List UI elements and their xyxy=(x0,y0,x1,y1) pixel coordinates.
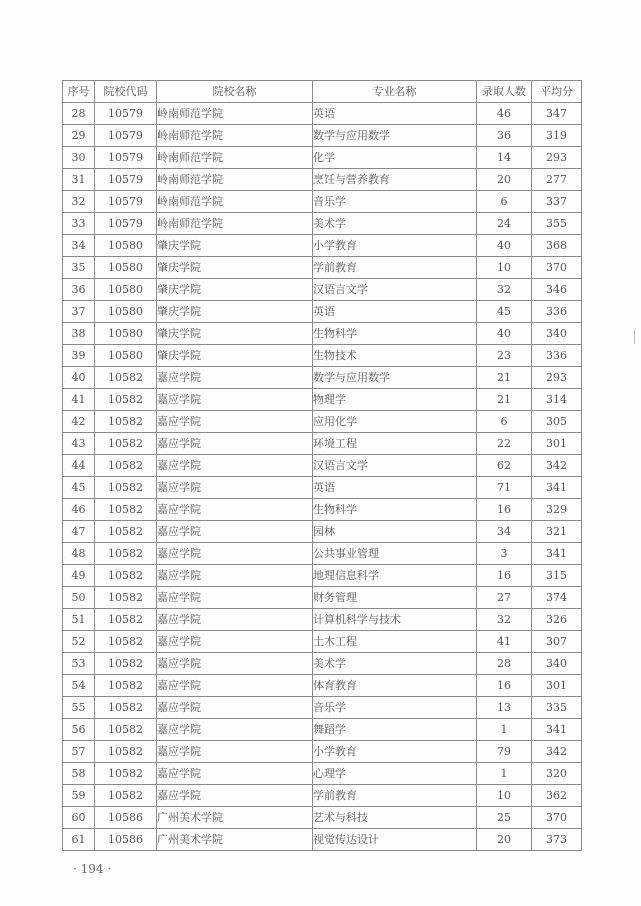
table-row xyxy=(63,455,582,477)
cell-major-name: 学前教育 xyxy=(313,785,477,807)
cell-index: 30 xyxy=(63,147,95,169)
cell-major-name: 生物科学 xyxy=(313,323,477,345)
table-row xyxy=(63,565,582,587)
table-row xyxy=(63,675,582,697)
cell-school-code: 10582 xyxy=(95,499,157,521)
table-row xyxy=(63,169,582,191)
cell-admitted-count: 71 xyxy=(477,477,532,499)
table-row xyxy=(63,719,582,741)
cell-school-code: 10579 xyxy=(95,103,157,125)
cell-admitted-count: 32 xyxy=(477,609,532,631)
cell-index: 39 xyxy=(63,345,95,367)
cell-major-name: 音乐学 xyxy=(313,191,477,213)
header-school-code: 院校代码 xyxy=(95,81,157,103)
cell-major-name: 英语 xyxy=(313,301,477,323)
cell-average-score: 336 xyxy=(532,301,582,323)
header-school-name: 院校名称 xyxy=(157,81,313,103)
cell-admitted-count: 16 xyxy=(477,675,532,697)
cell-index: 36 xyxy=(63,279,95,301)
cell-average-score: 293 xyxy=(532,147,582,169)
cell-admitted-count: 24 xyxy=(477,213,532,235)
cell-school-code: 10582 xyxy=(95,455,157,477)
header-major-name: 专业名称 xyxy=(313,81,477,103)
cell-school-code: 10582 xyxy=(95,609,157,631)
cell-average-score: 315 xyxy=(532,565,582,587)
cell-major-name: 生物技术 xyxy=(313,345,477,367)
cell-school-code: 10582 xyxy=(95,565,157,587)
cell-school-code: 10580 xyxy=(95,323,157,345)
cell-school-code: 10579 xyxy=(95,213,157,235)
cell-index: 48 xyxy=(63,543,95,565)
table-row xyxy=(63,411,582,433)
cell-admitted-count: 40 xyxy=(477,323,532,345)
cell-school-name: 嘉应学院 xyxy=(157,719,313,741)
cell-admitted-count: 20 xyxy=(477,169,532,191)
cell-admitted-count: 6 xyxy=(477,411,532,433)
cell-average-score: 301 xyxy=(532,675,582,697)
cell-major-name: 应用化学 xyxy=(313,411,477,433)
cell-index: 58 xyxy=(63,763,95,785)
cell-school-name: 广州美术学院 xyxy=(157,807,313,829)
cell-school-name: 嘉应学院 xyxy=(157,653,313,675)
cell-school-code: 10586 xyxy=(95,807,157,829)
cell-index: 42 xyxy=(63,411,95,433)
cell-school-name: 嘉应学院 xyxy=(157,587,313,609)
cell-major-name: 视觉传达设计 xyxy=(313,829,477,851)
cell-average-score: 321 xyxy=(532,521,582,543)
cell-major-name: 土木工程 xyxy=(313,631,477,653)
cell-school-code: 10582 xyxy=(95,587,157,609)
cell-school-name: 嘉应学院 xyxy=(157,477,313,499)
cell-index: 55 xyxy=(63,697,95,719)
table-row xyxy=(63,103,582,125)
table-row xyxy=(63,631,582,653)
margin-mark xyxy=(634,330,635,344)
table-row xyxy=(63,543,582,565)
cell-average-score: 370 xyxy=(532,257,582,279)
cell-major-name: 英语 xyxy=(313,477,477,499)
cell-admitted-count: 21 xyxy=(477,367,532,389)
cell-index: 45 xyxy=(63,477,95,499)
cell-index: 46 xyxy=(63,499,95,521)
cell-school-name: 嘉应学院 xyxy=(157,367,313,389)
cell-index: 44 xyxy=(63,455,95,477)
page-number: · 194 · xyxy=(73,862,112,876)
admission-table xyxy=(62,80,582,851)
cell-index: 31 xyxy=(63,169,95,191)
cell-admitted-count: 20 xyxy=(477,829,532,851)
cell-average-score: 340 xyxy=(532,323,582,345)
cell-school-name: 岭南师范学院 xyxy=(157,125,313,147)
cell-school-code: 10580 xyxy=(95,279,157,301)
cell-school-code: 10582 xyxy=(95,389,157,411)
cell-school-code: 10580 xyxy=(95,301,157,323)
cell-average-score: 335 xyxy=(532,697,582,719)
cell-average-score: 307 xyxy=(532,631,582,653)
table-row xyxy=(63,807,582,829)
cell-school-name: 嘉应学院 xyxy=(157,609,313,631)
cell-index: 38 xyxy=(63,323,95,345)
cell-major-name: 烹饪与营养教育 xyxy=(313,169,477,191)
cell-major-name: 计算机科学与技术 xyxy=(313,609,477,631)
cell-major-name: 地理信息科学 xyxy=(313,565,477,587)
cell-school-name: 嘉应学院 xyxy=(157,785,313,807)
cell-index: 35 xyxy=(63,257,95,279)
cell-index: 52 xyxy=(63,631,95,653)
cell-major-name: 数学与应用数学 xyxy=(313,125,477,147)
cell-school-code: 10582 xyxy=(95,719,157,741)
cell-index: 41 xyxy=(63,389,95,411)
cell-major-name: 美术学 xyxy=(313,213,477,235)
cell-index: 43 xyxy=(63,433,95,455)
table-row xyxy=(63,697,582,719)
cell-school-name: 岭南师范学院 xyxy=(157,103,313,125)
cell-admitted-count: 14 xyxy=(477,147,532,169)
cell-school-code: 10579 xyxy=(95,169,157,191)
table-row xyxy=(63,609,582,631)
cell-school-name: 嘉应学院 xyxy=(157,433,313,455)
cell-school-name: 肇庆学院 xyxy=(157,279,313,301)
cell-major-name: 小学教育 xyxy=(313,741,477,763)
cell-school-code: 10582 xyxy=(95,433,157,455)
cell-major-name: 化学 xyxy=(313,147,477,169)
cell-school-code: 10582 xyxy=(95,477,157,499)
cell-school-name: 嘉应学院 xyxy=(157,675,313,697)
cell-average-score: 319 xyxy=(532,125,582,147)
cell-school-name: 嘉应学院 xyxy=(157,389,313,411)
cell-school-code: 10582 xyxy=(95,697,157,719)
cell-average-score: 368 xyxy=(532,235,582,257)
table-row xyxy=(63,257,582,279)
cell-major-name: 汉语言文学 xyxy=(313,455,477,477)
cell-school-code: 10582 xyxy=(95,367,157,389)
cell-index: 54 xyxy=(63,675,95,697)
cell-school-name: 嘉应学院 xyxy=(157,763,313,785)
cell-index: 32 xyxy=(63,191,95,213)
cell-admitted-count: 1 xyxy=(477,719,532,741)
cell-admitted-count: 23 xyxy=(477,345,532,367)
cell-index: 56 xyxy=(63,719,95,741)
cell-school-name: 广州美术学院 xyxy=(157,829,313,851)
cell-index: 34 xyxy=(63,235,95,257)
cell-school-name: 肇庆学院 xyxy=(157,301,313,323)
cell-school-name: 嘉应学院 xyxy=(157,521,313,543)
cell-school-name: 岭南师范学院 xyxy=(157,147,313,169)
cell-major-name: 公共事业管理 xyxy=(313,543,477,565)
cell-major-name: 艺术与科技 xyxy=(313,807,477,829)
cell-school-code: 10582 xyxy=(95,741,157,763)
cell-index: 59 xyxy=(63,785,95,807)
table-row xyxy=(63,433,582,455)
cell-school-code: 10582 xyxy=(95,631,157,653)
cell-index: 57 xyxy=(63,741,95,763)
cell-school-name: 肇庆学院 xyxy=(157,345,313,367)
cell-school-name: 嘉应学院 xyxy=(157,411,313,433)
cell-school-name: 岭南师范学院 xyxy=(157,169,313,191)
table-row xyxy=(63,213,582,235)
header-admitted-count: 录取人数 xyxy=(477,81,532,103)
table-row xyxy=(63,653,582,675)
cell-school-name: 嘉应学院 xyxy=(157,565,313,587)
cell-admitted-count: 46 xyxy=(477,103,532,125)
cell-average-score: 277 xyxy=(532,169,582,191)
cell-school-name: 嘉应学院 xyxy=(157,543,313,565)
cell-admitted-count: 6 xyxy=(477,191,532,213)
cell-average-score: 340 xyxy=(532,653,582,675)
cell-average-score: 347 xyxy=(532,103,582,125)
table-row xyxy=(63,587,582,609)
cell-admitted-count: 16 xyxy=(477,565,532,587)
cell-school-code: 10579 xyxy=(95,125,157,147)
table-header-row xyxy=(63,81,582,103)
cell-average-score: 373 xyxy=(532,829,582,851)
cell-school-code: 10580 xyxy=(95,345,157,367)
cell-average-score: 370 xyxy=(532,807,582,829)
cell-average-score: 293 xyxy=(532,367,582,389)
cell-major-name: 心理学 xyxy=(313,763,477,785)
cell-index: 61 xyxy=(63,829,95,851)
cell-admitted-count: 13 xyxy=(477,697,532,719)
header-average-score: 平均分 xyxy=(532,81,582,103)
cell-index: 37 xyxy=(63,301,95,323)
cell-school-name: 嘉应学院 xyxy=(157,697,313,719)
table-row xyxy=(63,367,582,389)
cell-average-score: 301 xyxy=(532,433,582,455)
cell-major-name: 音乐学 xyxy=(313,697,477,719)
table-row xyxy=(63,147,582,169)
cell-admitted-count: 25 xyxy=(477,807,532,829)
cell-average-score: 341 xyxy=(532,719,582,741)
cell-admitted-count: 32 xyxy=(477,279,532,301)
cell-admitted-count: 62 xyxy=(477,455,532,477)
cell-index: 51 xyxy=(63,609,95,631)
cell-major-name: 数学与应用数学 xyxy=(313,367,477,389)
cell-average-score: 320 xyxy=(532,763,582,785)
cell-major-name: 学前教育 xyxy=(313,257,477,279)
cell-admitted-count: 10 xyxy=(477,257,532,279)
cell-admitted-count: 3 xyxy=(477,543,532,565)
cell-average-score: 346 xyxy=(532,279,582,301)
cell-admitted-count: 79 xyxy=(477,741,532,763)
cell-school-code: 10582 xyxy=(95,675,157,697)
cell-school-code: 10582 xyxy=(95,543,157,565)
cell-admitted-count: 10 xyxy=(477,785,532,807)
cell-school-name: 肇庆学院 xyxy=(157,323,313,345)
cell-school-code: 10580 xyxy=(95,257,157,279)
table-row xyxy=(63,521,582,543)
cell-school-name: 岭南师范学院 xyxy=(157,213,313,235)
cell-average-score: 336 xyxy=(532,345,582,367)
table-row xyxy=(63,499,582,521)
cell-major-name: 体育教育 xyxy=(313,675,477,697)
cell-school-code: 10582 xyxy=(95,653,157,675)
table-row xyxy=(63,345,582,367)
cell-school-name: 嘉应学院 xyxy=(157,741,313,763)
cell-school-name: 岭南师范学院 xyxy=(157,191,313,213)
cell-major-name: 舞蹈学 xyxy=(313,719,477,741)
cell-major-name: 环境工程 xyxy=(313,433,477,455)
table-row xyxy=(63,191,582,213)
cell-major-name: 汉语言文学 xyxy=(313,279,477,301)
cell-average-score: 314 xyxy=(532,389,582,411)
cell-admitted-count: 16 xyxy=(477,499,532,521)
cell-major-name: 英语 xyxy=(313,103,477,125)
cell-average-score: 355 xyxy=(532,213,582,235)
cell-school-name: 嘉应学院 xyxy=(157,499,313,521)
table-row xyxy=(63,741,582,763)
table-row xyxy=(63,785,582,807)
cell-index: 60 xyxy=(63,807,95,829)
table-row xyxy=(63,477,582,499)
cell-school-name: 肇庆学院 xyxy=(157,257,313,279)
header-index: 序号 xyxy=(63,81,95,103)
cell-major-name: 生物科学 xyxy=(313,499,477,521)
cell-school-code: 10582 xyxy=(95,411,157,433)
cell-index: 49 xyxy=(63,565,95,587)
cell-major-name: 财务管理 xyxy=(313,587,477,609)
cell-admitted-count: 21 xyxy=(477,389,532,411)
cell-index: 28 xyxy=(63,103,95,125)
cell-admitted-count: 36 xyxy=(477,125,532,147)
cell-admitted-count: 1 xyxy=(477,763,532,785)
cell-admitted-count: 34 xyxy=(477,521,532,543)
cell-index: 53 xyxy=(63,653,95,675)
cell-admitted-count: 45 xyxy=(477,301,532,323)
cell-index: 47 xyxy=(63,521,95,543)
cell-major-name: 物理学 xyxy=(313,389,477,411)
cell-index: 33 xyxy=(63,213,95,235)
cell-average-score: 341 xyxy=(532,543,582,565)
cell-school-code: 10586 xyxy=(95,829,157,851)
cell-average-score: 329 xyxy=(532,499,582,521)
table-row xyxy=(63,389,582,411)
cell-admitted-count: 28 xyxy=(477,653,532,675)
cell-major-name: 园林 xyxy=(313,521,477,543)
cell-average-score: 342 xyxy=(532,741,582,763)
table-row xyxy=(63,235,582,257)
cell-average-score: 337 xyxy=(532,191,582,213)
table-row xyxy=(63,279,582,301)
cell-average-score: 342 xyxy=(532,455,582,477)
cell-school-code: 10582 xyxy=(95,763,157,785)
table-row xyxy=(63,301,582,323)
cell-school-name: 嘉应学院 xyxy=(157,455,313,477)
cell-school-code: 10582 xyxy=(95,521,157,543)
cell-index: 29 xyxy=(63,125,95,147)
table-row xyxy=(63,763,582,785)
cell-average-score: 341 xyxy=(532,477,582,499)
cell-admitted-count: 41 xyxy=(477,631,532,653)
cell-average-score: 305 xyxy=(532,411,582,433)
cell-school-name: 嘉应学院 xyxy=(157,631,313,653)
cell-school-code: 10582 xyxy=(95,785,157,807)
table-row xyxy=(63,829,582,851)
cell-school-name: 肇庆学院 xyxy=(157,235,313,257)
cell-major-name: 小学教育 xyxy=(313,235,477,257)
cell-admitted-count: 27 xyxy=(477,587,532,609)
cell-school-code: 10580 xyxy=(95,235,157,257)
cell-average-score: 374 xyxy=(532,587,582,609)
table-row xyxy=(63,125,582,147)
cell-school-code: 10579 xyxy=(95,191,157,213)
cell-index: 40 xyxy=(63,367,95,389)
cell-major-name: 美术学 xyxy=(313,653,477,675)
cell-average-score: 326 xyxy=(532,609,582,631)
cell-index: 50 xyxy=(63,587,95,609)
cell-average-score: 362 xyxy=(532,785,582,807)
cell-admitted-count: 40 xyxy=(477,235,532,257)
cell-admitted-count: 22 xyxy=(477,433,532,455)
cell-school-code: 10579 xyxy=(95,147,157,169)
table-row xyxy=(63,323,582,345)
